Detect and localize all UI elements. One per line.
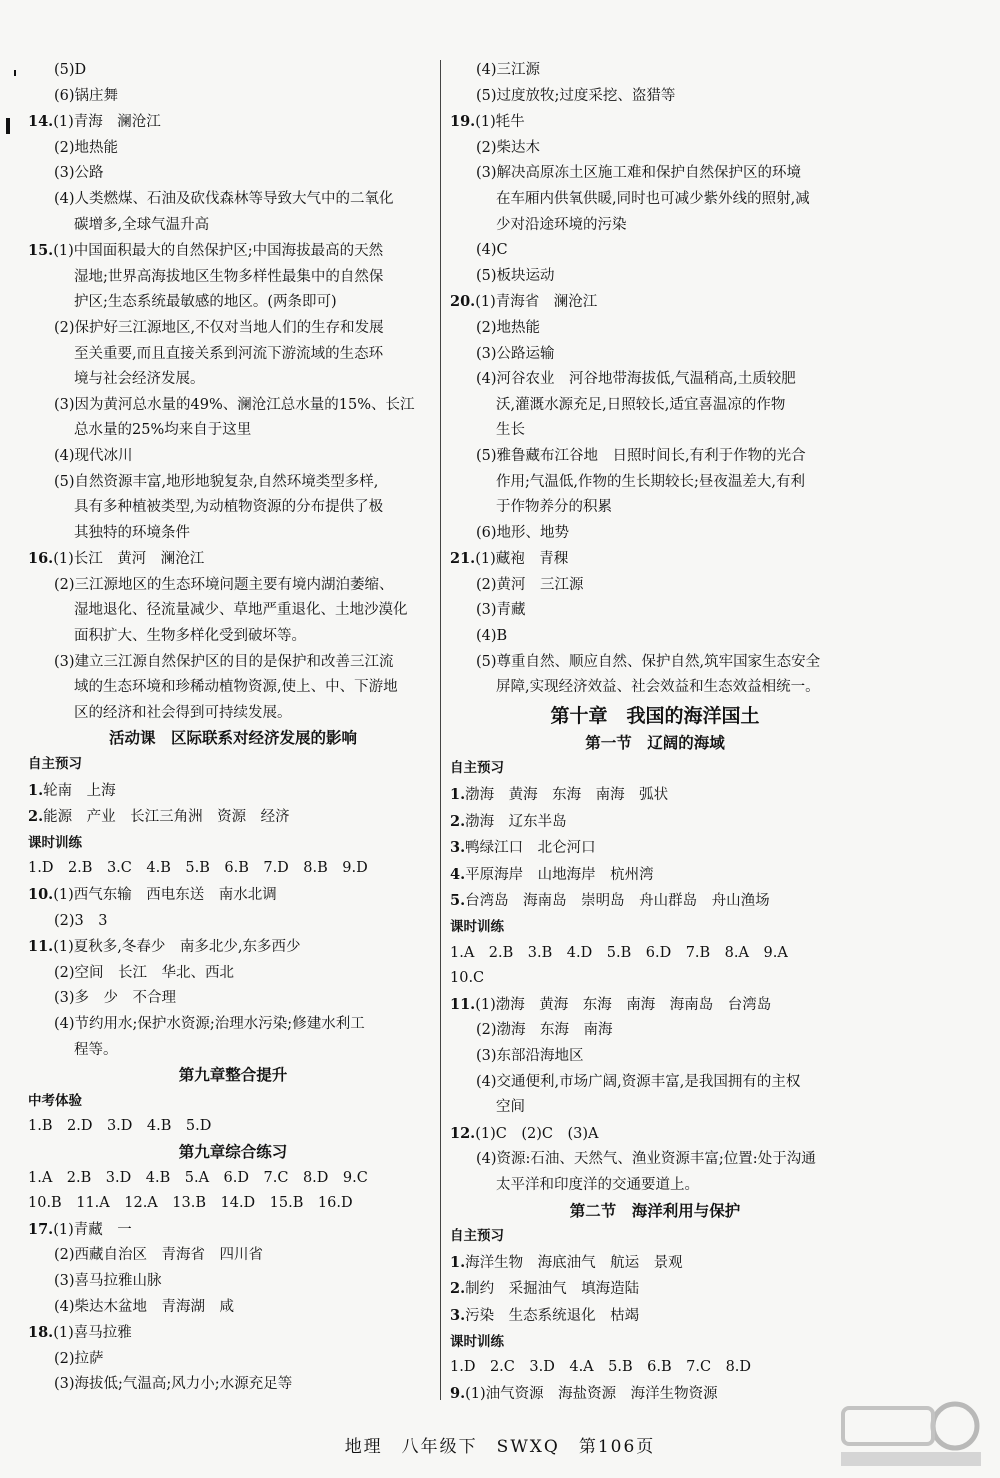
line-text: 面积扩大、生物多样化受到破坏等。 [74,628,306,645]
question-line [450,1355,860,1381]
answer-line [450,342,860,368]
answer-line [28,161,438,187]
right-column [450,58,860,1407]
question-number: 11. [450,995,476,1013]
line-text: 渤海 黄海 东海 南海 弧状 [465,787,669,804]
answer-continuation [450,1173,860,1199]
question-number: 14. [28,113,54,131]
line-text: (3)喜马拉雅山脉 [54,1272,162,1289]
line-text: (1)青藏 一 [53,1221,132,1238]
question-line [450,941,860,967]
line-text: 课时训练 [450,919,504,935]
section-title [28,726,438,752]
line-text: (5)过度放牧;过度采挖、盗猎等 [476,87,676,104]
answer-line [28,316,438,342]
answer-line [450,1147,860,1173]
answer-continuation [450,213,860,239]
line-text: (1)中国面积最大的自然保护区;中国海拔最高的天然 [53,243,384,260]
question-number: 4. [450,865,466,883]
line-text: (2)地热能 [476,319,541,336]
watermark-logo [835,1398,985,1470]
line-text: 自主预习 [450,1228,504,1245]
answer-continuation [28,342,438,368]
answer-line [450,650,860,676]
question-line [450,966,860,992]
answer-line [450,598,860,624]
answer-line [28,393,438,419]
line-text: (5)自然资源丰富,地形地貌复杂,自然环境类型多样, [54,473,379,490]
answer-continuation [28,265,438,291]
line-text: 湿地退化、径流量减少、草地严重退化、土地沙漠化 [74,602,408,619]
line-text: 湿地;世界高海拔地区生物多样性最集中的自然保 [74,268,384,285]
line-text: 沃,灌溉水源充足,日照较长,适宜喜温凉的作物 [496,396,786,413]
answer-line [450,316,860,342]
answer-continuation [28,624,438,650]
answer-continuation [28,1038,438,1064]
question-number: 18. [28,1324,54,1342]
question-line [450,1121,860,1148]
question-line [450,1250,860,1277]
question-number: 17. [28,1220,54,1238]
line-text: 鸭绿江口 北仑河口 [465,840,596,857]
answer-line [28,1372,438,1398]
line-text: 1.D 2.B 3.C 4.B 5.B 6.B 7.D 8.B 9.D [28,860,368,877]
section-label [450,1330,860,1356]
line-text: (2)西藏自治区 青海省 四川省 [54,1247,264,1264]
line-text: (4)三江源 [476,62,541,78]
line-text: 活动课 区际联系对经济发展的影响 [108,729,357,748]
line-text: (2)渤海 东海 南海 [476,1022,613,1039]
question-line [28,1114,438,1140]
section-label [450,915,860,941]
line-text: 第一节 辽阔的海域 [585,733,725,752]
line-text: (1)牦牛 [475,114,525,131]
question-line [28,1217,438,1244]
line-text: (3)公路 [54,165,104,182]
answer-continuation [28,598,438,624]
answer-continuation [450,187,860,213]
line-text: (4)资源:石油、天然气、渔业资源丰富;位置:处于沟通 [476,1151,816,1168]
answer-continuation [450,495,860,521]
question-line [450,1303,860,1330]
question-line [28,1166,438,1192]
line-text: 1.D 2.C 3.D 4.A 5.B 6.B 7.C 8.D [450,1359,752,1376]
question-number: 12. [450,1124,476,1142]
line-text: 能源 产业 长江三角洲 资源 经济 [43,809,290,826]
line-text: 具有多种植被类型,为动植物资源的分布提供了极 [74,499,384,516]
question-number: 2. [450,1280,466,1298]
line-text: 1.A 2.B 3.D 4.B 5.A 6.D 7.C 8.D 9.C [28,1169,368,1186]
line-text: 自主预习 [450,760,504,777]
line-text: (4)河谷农业 河谷地带海拔低,气温稍高,土质较肥 [476,371,796,388]
line-text: 少对沿途环境的污染 [496,216,627,233]
answer-continuation [450,675,860,701]
line-text: 总水量的25%均来自于这里 [74,422,252,439]
question-number: 11. [28,938,54,956]
question-number: 5. [450,892,466,910]
line-text: (2)黄河 三江源 [476,576,584,593]
line-text: 护区;生态系统最敏感的地区。(两条即可) [74,294,337,311]
answer-line [450,264,860,290]
answer-line [28,1269,438,1295]
margin-tick [14,70,16,76]
line-text: (5)板块运动 [476,267,555,284]
line-text: (2)柴达木 [476,139,541,156]
line-text: (1)西气东输 西电东送 南水北调 [53,887,277,903]
line-text: (1)C (2)C (3)A [475,1125,599,1142]
line-text: (2)3 3 [54,912,108,929]
line-text: (1)长江 黄河 澜沧江 [53,551,205,568]
line-text: (2)拉萨 [54,1350,104,1367]
line-text: 课时训练 [28,834,82,851]
question-line [450,835,860,862]
question-line [28,882,438,909]
answer-line [28,187,438,213]
question-line [450,546,860,573]
question-line [28,856,438,882]
line-text: (4)B [476,628,508,645]
answer-line [450,573,860,599]
line-text: (1)渤海 黄海 东海 南海 海南岛 台湾岛 [475,996,772,1013]
line-text: (4)人类燃煤、石油及砍伐森林等导致大气中的二氧化 [54,190,394,207]
line-text: (1)夏秋多,冬春少 南多北少,东多西少 [53,939,301,956]
line-text: (1)青海 澜沧江 [53,114,161,131]
line-text: (3)因为黄河总水量的49%、澜沧江总水量的15%、长江 [54,396,415,413]
column-divider [440,60,441,1400]
line-text: 作用;气温低,作物的生长期较长;昼夜温差大,有利 [496,473,805,490]
line-text: 生长 [496,422,525,439]
answer-line [28,909,438,935]
line-text: (1)油气资源 海盐资源 海洋生物资源 [465,1385,718,1402]
answer-line [28,650,438,676]
answer-continuation [28,675,438,701]
section-title [28,1140,438,1166]
answer-line [28,1347,438,1373]
line-text: 平原海岸 山地海岸 杭州湾 [465,866,654,883]
line-text: (6)锅庄舞 [54,87,119,104]
line-text: (3)公路运输 [476,345,555,362]
line-text: (5)尊重自然、顺应自然、保护自然,筑牢国家生态安全 [476,653,821,670]
line-text: 污染 生态系统退化 枯竭 [465,1307,640,1324]
question-number: 15. [28,242,54,260]
question-line [450,888,860,915]
answer-line [28,986,438,1012]
answer-line [450,1044,860,1070]
answer-line [450,136,860,162]
line-text: 制约 采掘油气 填海造陆 [465,1281,640,1298]
line-text: 太平洋和印度洋的交通要道上。 [496,1176,699,1193]
answer-line [28,1012,438,1038]
answer-continuation [28,213,438,239]
line-text: 渤海 辽东半岛 [465,813,567,830]
question-line [450,289,860,316]
line-text: (4)现代冰川 [54,447,133,464]
answer-line [450,624,860,650]
line-text: 程等。 [74,1041,118,1058]
line-text: 境与社会经济发展。 [74,371,205,388]
line-text: 中考体验 [28,1092,82,1109]
chapter-title [450,701,860,731]
section-title [450,1199,860,1225]
line-text: (3)青藏 [476,602,526,619]
section-title [450,731,860,757]
line-text: (4)柴达木盆地 青海湖 咸 [54,1298,235,1315]
line-text: (6)地形、地势 [476,524,570,541]
question-line [28,109,438,136]
answer-continuation [28,701,438,727]
line-text: 域的生态环境和珍稀动植物资源,使上、中、下游地 [74,679,398,696]
answer-continuation [28,367,438,393]
question-number: 2. [450,812,466,830]
page-footer: 地理 八年级下 SWXQ 第106页 [344,1437,656,1457]
question-number: 20. [450,293,476,311]
question-number: 2. [28,808,44,826]
question-number: 3. [450,839,466,857]
section-label [28,752,438,778]
question-number: 9. [450,1384,466,1402]
line-text: (5)D [54,62,87,78]
answer-line [450,444,860,470]
line-text: 在车厢内供氧供暖,同时也可减少紫外线的照射,减 [496,190,810,207]
line-text: 海洋生物 海底油气 航运 景观 [465,1254,683,1271]
line-text: 1.A 2.B 3.B 4.D 5.B 6.D 7.B 8.A 9.A [450,944,788,961]
line-text: 于作物养分的积累 [496,499,612,516]
line-text: (1)青海省 澜沧江 [475,294,598,311]
answer-line [450,1018,860,1044]
question-line [28,546,438,573]
line-text: 第十章 我国的海洋国土 [550,704,760,727]
question-line [28,1191,438,1217]
answer-continuation [28,418,438,444]
section-label [450,1224,860,1250]
line-text: 课时训练 [450,1333,504,1350]
line-text: 10.B 11.A 12.A 13.B 14.D 15.B 16.D [28,1195,353,1212]
margin-mark [6,118,10,134]
line-text: 轮南 上海 [43,782,116,799]
line-text: (3)多 少 不合理 [54,990,177,1007]
answer-line [450,521,860,547]
question-line [450,992,860,1019]
answer-line [28,444,438,470]
line-text: 台湾岛 海南岛 崇明岛 舟山群岛 舟山渔场 [465,893,770,910]
answer-line [28,84,438,110]
line-text: 至关重要,而且直接关系到河流下游流域的生态环 [74,345,384,362]
line-text: (4)交通便利,市场广阔,资源丰富,是我国拥有的主权 [476,1073,801,1090]
answer-continuation [450,1095,860,1121]
line-text: 第九章整合提升 [178,1066,288,1085]
answer-line [28,470,438,496]
line-text: (4)节约用水;保护水资源;治理水污染;修建水利工 [54,1015,365,1032]
answer-line [450,367,860,393]
line-text: (3)建立三江源自然保护区的目的是保护和改善三江流 [54,653,394,670]
answer-continuation [450,418,860,444]
section-label [28,831,438,857]
line-text: (2)空间 长江 华北、西北 [54,964,235,981]
line-text: (3)海拔低;气温高;风力小;水源充足等 [54,1376,293,1393]
answer-line [28,961,438,987]
answer-line [28,136,438,162]
question-number: 19. [450,113,476,131]
line-text: (4)C [476,242,508,259]
line-text: (1)喜马拉雅 [53,1325,132,1342]
line-text: 1.B 2.D 3.D 4.B 5.D [28,1118,212,1135]
answer-line [450,58,860,84]
answer-line [28,58,438,84]
answer-continuation [450,393,860,419]
question-line [28,238,438,265]
answer-line [450,238,860,264]
line-text: (2)保护好三江源地区,不仅对当地人们的生存和发展 [54,319,384,336]
line-text: 自主预习 [28,756,82,773]
answer-continuation [28,495,438,521]
question-line [450,1276,860,1303]
line-text: (2)三江源地区的生态环境问题主要有境内湖泊萎缩、 [54,576,394,593]
question-line [450,1381,860,1408]
answer-line [450,84,860,110]
line-text: 第二节 海洋利用与保护 [569,1201,741,1220]
left-column [28,58,438,1398]
answer-line [28,573,438,599]
question-number: 1. [28,781,44,799]
question-line [28,778,438,805]
line-text: 10.C [450,970,485,987]
question-line [450,782,860,809]
question-line [450,862,860,889]
question-number: 3. [450,1306,466,1324]
answer-line [450,161,860,187]
answer-continuation [28,521,438,547]
line-text: 屏障,实现经济效益、社会效益和生态效益相统一。 [496,679,820,696]
answer-line [450,1070,860,1096]
answer-continuation [28,290,438,316]
answer-line [28,1243,438,1269]
question-number: 16. [28,550,54,568]
line-text: (3)东部沿海地区 [476,1047,584,1064]
question-line [28,804,438,831]
question-number: 10. [28,886,54,903]
line-text: 空间 [496,1099,525,1116]
question-line [450,809,860,836]
section-label [28,1089,438,1115]
line-text: (3)解决高原冻土区施工难和保护自然保护区的环境 [476,165,802,182]
line-text: 其独特的环境条件 [74,524,190,541]
answer-continuation [450,470,860,496]
question-number: 1. [450,786,466,804]
answer-line [28,1295,438,1321]
question-line [28,934,438,961]
line-text: (1)藏袍 青稞 [475,551,569,568]
question-number: 21. [450,550,476,568]
line-text: 区的经济和社会得到可持续发展。 [74,704,292,721]
question-line [28,1320,438,1347]
question-number: 1. [450,1253,466,1271]
question-line [450,109,860,136]
line-text: (2)地热能 [54,139,119,156]
line-text: 碳增多,全球气温升高 [74,216,210,233]
section-title [28,1063,438,1089]
section-label [450,756,860,782]
line-text: (5)雅鲁藏布江谷地 日照时间长,有利于作物的光合 [476,447,806,464]
line-text: 第九章综合练习 [178,1142,288,1161]
